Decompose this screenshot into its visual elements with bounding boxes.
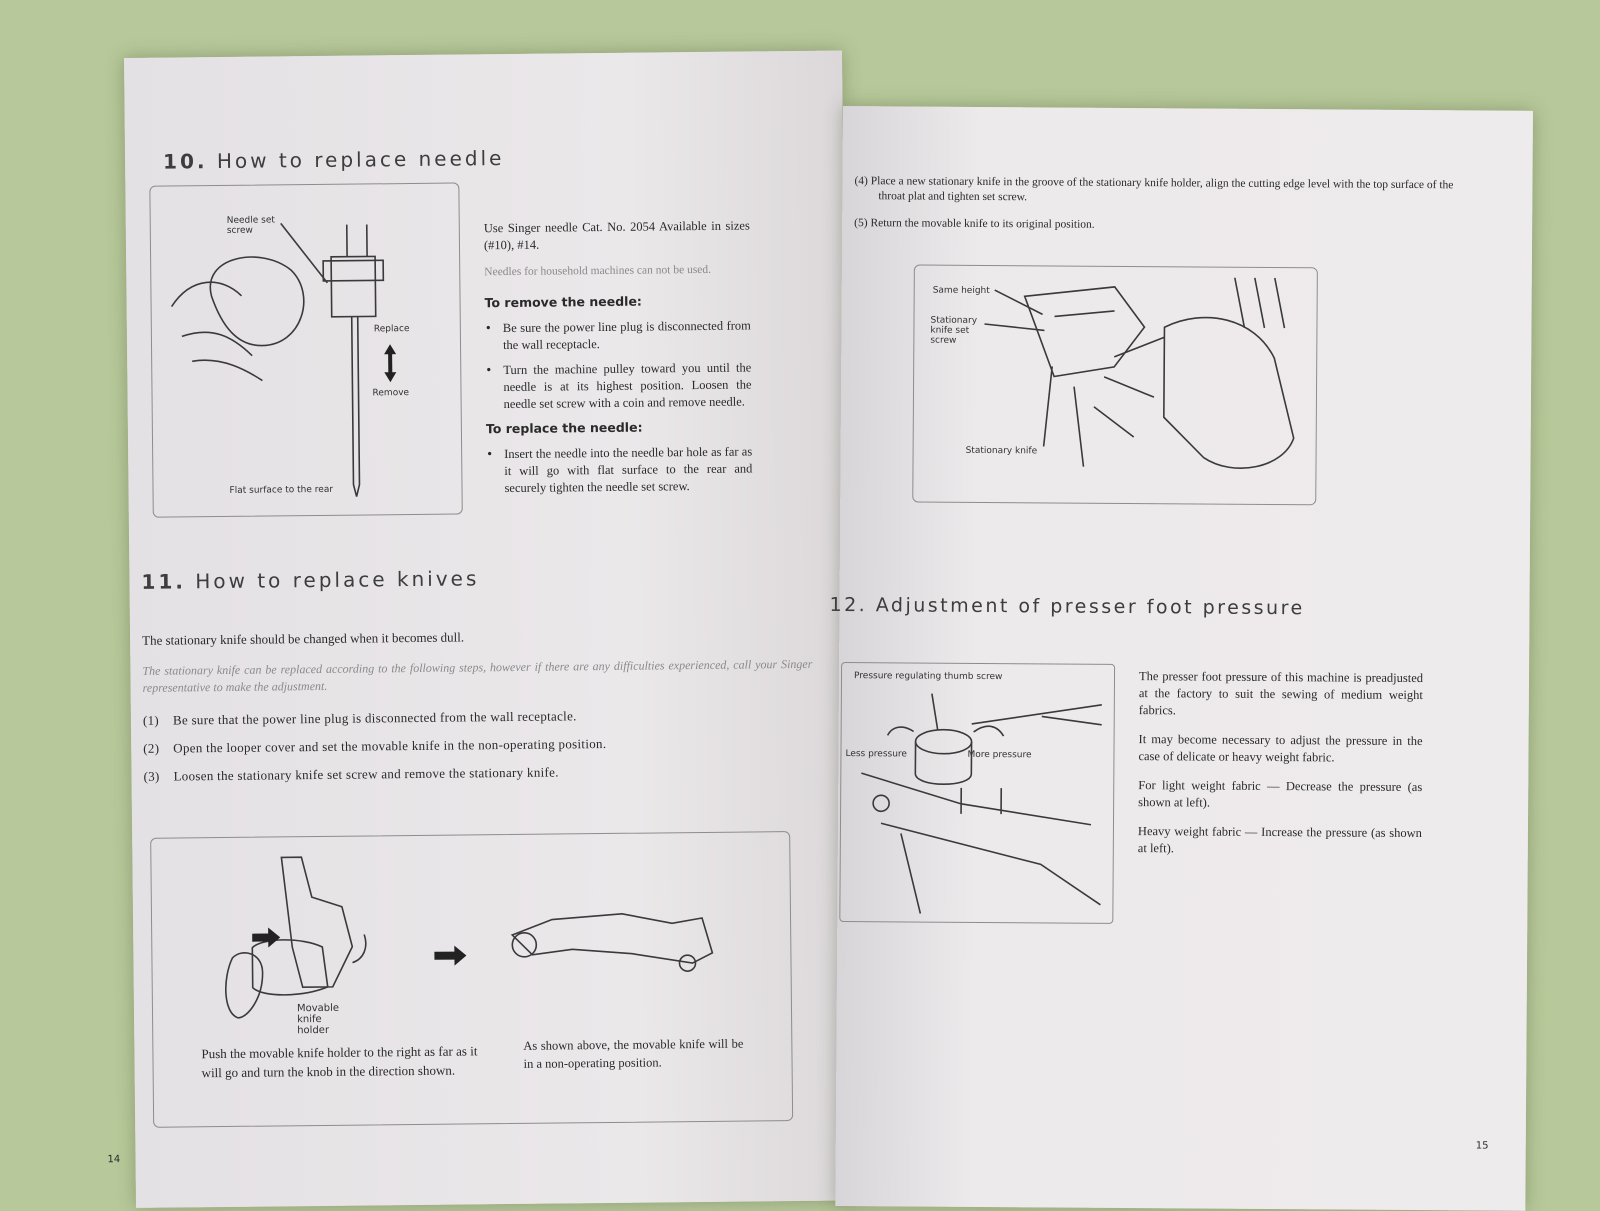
knife-lead: The stationary knife should be changed when it becomes dull. [142,625,812,649]
presser-foot-figure [839,662,1115,924]
coin-hand [210,257,304,347]
movable-knife-illustration [151,832,792,1127]
hand-thumb [225,953,263,1018]
knife-note: The stationary knife can be replaced according to the following steps, however if there are any difficulties experienced, call your Singer representative to make the adjustment. [142,656,812,697]
turn-knob-arrow-icon [352,935,366,963]
flat-surface-label: Flat surface to the rear [229,485,333,496]
stationary-knife-figure [912,264,1318,505]
section-11-heading [141,566,479,594]
knife-steps [143,706,814,785]
section-12-text [1138,668,1423,859]
pressure-paragraph: Heavy weight fabric — Increase the pressure (as shown at left). [1138,823,1422,859]
knife-caption-left: Push the movable knife holder to the right as far as it will go and turn the knob in the direction shown. [201,1041,477,1082]
remove-needle-heading: To remove the needle: [485,292,751,310]
knife-caption-right: As shown above, the movable knife will be in a non-operating position. [523,1035,743,1073]
needle-clamp [331,256,376,316]
fingers [171,282,262,382]
knife-steps-continued [854,174,1474,235]
knife-step: (2) Open the looper cover and set the movable knife in the non-operating position. [143,734,813,757]
thumb-screw-top [915,730,971,754]
cutting-edge-line [1055,310,1115,316]
result-arrow-icon [434,945,466,965]
section-11-title: How to replace knives [195,566,479,593]
pressure-paragraph: The presser foot pressure of this machine is preadjusted at the factory to suit the sewing of medium weight fabrics. [1139,668,1423,721]
remove-label: Remove [372,388,409,398]
needle-note: Needles for household machines can not be used. [484,261,750,281]
looper-body [281,857,352,988]
needle-set-screw-label: Needle set screw [227,215,287,236]
section-10-text [484,217,753,505]
list-item: • Be sure the power line plug is disconnected from the wall receptacle. [503,317,751,354]
knife-step: (1) Be sure that the power line plug is disconnected from the wall receptacle. [143,706,813,729]
thumb-screw-label: Pressure regulating thumb screw [854,671,1002,682]
presser-foot-illustration [840,663,1114,923]
machine-top-edge [972,704,1102,725]
section-12-number: 12. [829,594,867,616]
same-height-leader [995,290,1043,314]
knife-step: (4) Place a new stationary knife in the groove of the stationary knife holder, align the cutting edge level with the top surface of the throat plat and tighten set screw. [854,174,1474,208]
list-item: • Turn the machine pulley toward you until the needle is at its highest position. Loosen the needle set screw with a coin and remove needle. [503,359,752,413]
mechanism-parts [1073,337,1164,468]
housing-screw [873,795,889,811]
left-page [124,50,854,1207]
section-12-heading [829,594,1304,619]
less-pressure-label: Less pressure [845,749,907,759]
movable-knife-figure [150,831,793,1128]
stationary-knife-label: Stationary knife [966,446,1038,456]
list-item: • Insert the needle into the needle bar hole as far as it will go with flat surface to the rear and securely tighten the needle set screw. [504,443,753,497]
thumb-screw-body [915,742,971,785]
stationary-knife-set-screw-label: Stationary knife set screw [930,316,984,346]
section-10-number: 10. [163,149,208,173]
page-number-left: 14 [107,1154,120,1165]
right-page [835,106,1533,1211]
less-pressure-arrow-icon [888,727,914,736]
needle [352,317,360,497]
more-pressure-label: More pressure [967,750,1031,760]
hand-screwdriver [1163,317,1294,468]
pressure-paragraph: For light weight fabric — Decrease the pressure (as shown at left). [1138,777,1422,813]
section-11-number: 11. [141,569,186,593]
set-screw-leader [281,223,328,283]
needle-figure [149,182,462,517]
knife-step: (3) Loosen the stationary knife set screw and remove the stationary knife. [143,762,813,785]
stationary-knife-leader [1044,366,1053,446]
replace-label: Replace [374,324,410,334]
section-11-body [142,625,814,797]
thumb-screw-leader [932,694,938,730]
throat-plate [1024,286,1145,377]
section-10-heading [163,146,505,174]
knife-holder-knob [512,933,536,957]
replace-needle-list [486,443,753,497]
more-pressure-arrow-icon [974,726,1004,736]
machine-housing [860,773,1101,915]
stationary-knife-illustration [913,266,1317,505]
movable-knife-holder-label: Movable knife holder [297,1003,347,1037]
replace-remove-arrow-icon [384,344,396,382]
same-height-label: Same height [933,286,990,296]
knife-step: (5) Return the movable knife to its original position. [854,216,1474,235]
page-number-right: 15 [1476,1140,1489,1151]
section-12-title: Adjustment of presser foot pressure [876,594,1305,619]
needle-illustration [150,184,461,517]
needle-intro: Use Singer needle Cat. No. 2054 Available in sizes (#10), #14. [484,217,750,254]
remove-needle-list [485,317,752,413]
screw-post [961,788,1001,814]
needle-bar [323,260,383,281]
pressure-paragraph: It may become necessary to adjust the pressure in the case of delicate or heavy weight fabric. [1138,731,1422,767]
replace-needle-heading: To replace the needle: [486,418,752,436]
machine-frame [1234,278,1284,328]
section-10-title: How to replace needle [217,146,505,173]
